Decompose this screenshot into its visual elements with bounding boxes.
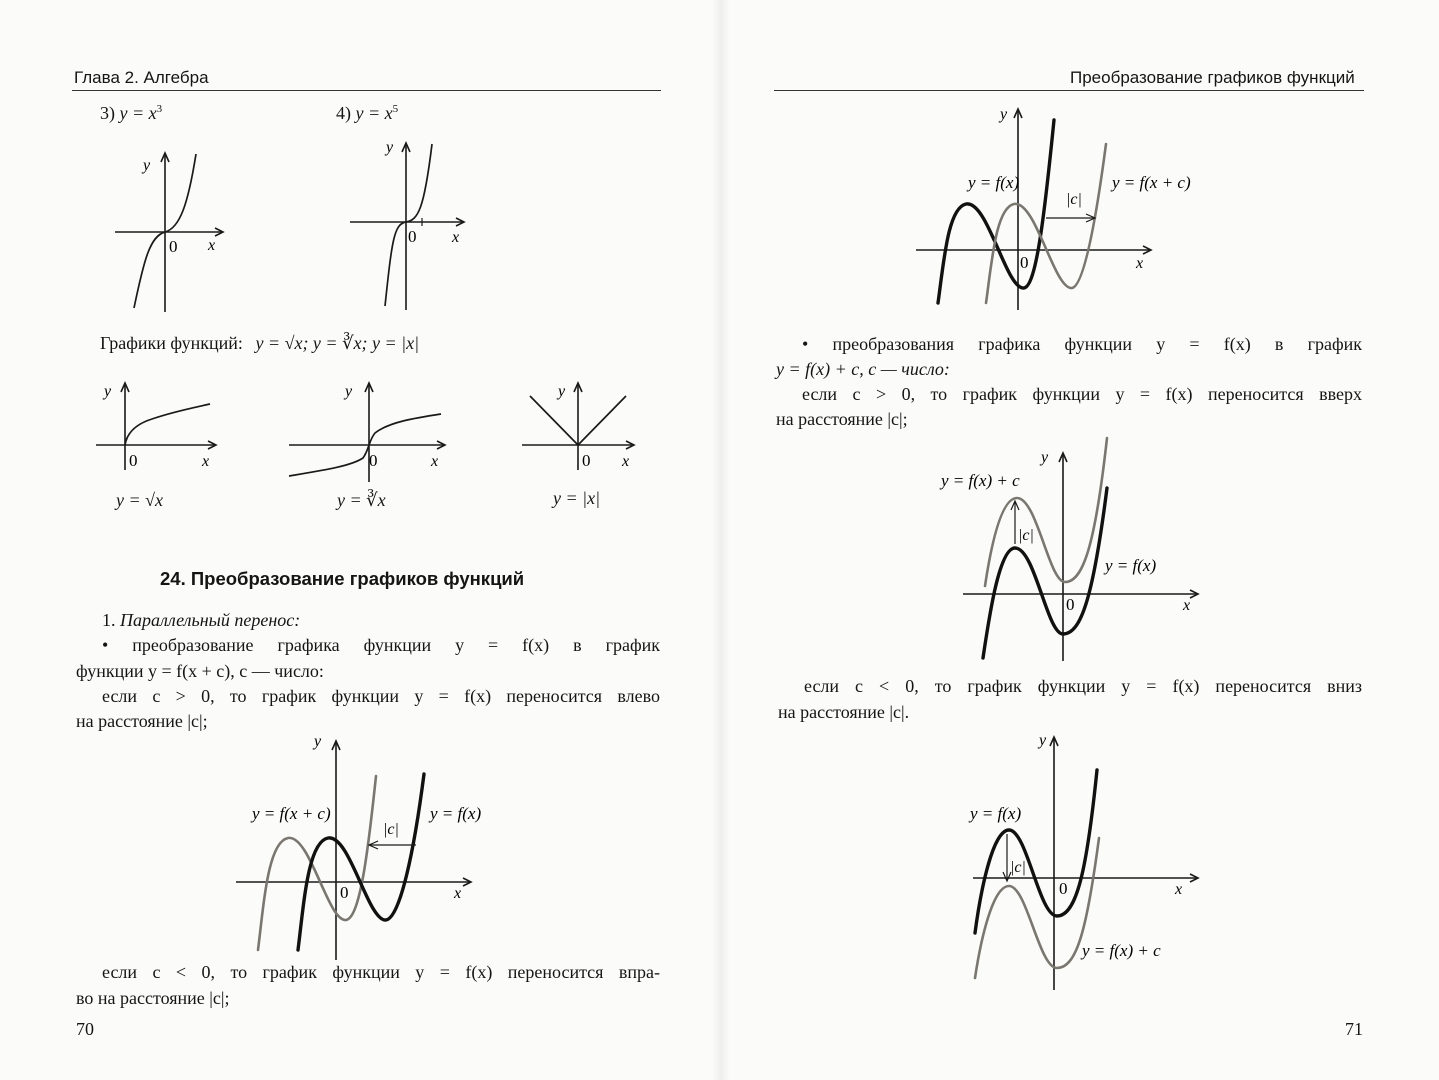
origin-label: 0 — [1020, 253, 1029, 272]
y-label: y — [143, 157, 151, 174]
cube-exp: 3 — [156, 103, 163, 115]
x-label: x — [1183, 597, 1191, 614]
cube-num: 3) — [100, 103, 115, 123]
original-label: y = f(x) — [970, 804, 1022, 823]
y-label: y — [1041, 449, 1049, 466]
c-label: |c| — [383, 821, 399, 838]
graph-abs — [518, 378, 643, 478]
graphs-formulas: y = √x; y = ∛x; y = |x| — [255, 333, 420, 353]
y-label: y — [345, 383, 353, 400]
graph-shift-left — [230, 732, 480, 962]
fifth-exp: 5 — [392, 103, 399, 115]
header-rule-right — [774, 90, 1364, 91]
r-p2-line1: если c > 0, то график функции y = f(x) переносится вверх — [802, 384, 1362, 404]
p3-line2: во на расстояние |c|; — [76, 988, 230, 1008]
y-label: y — [386, 139, 394, 156]
origin-label: 0 — [129, 451, 138, 470]
y-label: y — [558, 383, 566, 400]
x-label: x — [452, 229, 460, 246]
c-label: |c| — [1066, 191, 1082, 208]
origin-label: 0 — [582, 451, 591, 470]
y-label: y — [314, 733, 322, 750]
page-number-right: 71 — [1345, 1019, 1363, 1039]
graph-cube — [100, 140, 240, 320]
graph-cbrt — [285, 378, 450, 488]
original-curve — [975, 770, 1097, 933]
x-label: x — [202, 453, 210, 470]
item-1-title: Параллельный перенос: — [120, 610, 301, 630]
item-1-num: 1. — [102, 610, 116, 630]
header-rule-left — [72, 90, 661, 91]
c-label: |c| — [1018, 527, 1034, 544]
y-label: y — [104, 383, 112, 400]
r-p2-line2: на расстояние |c|; — [776, 409, 908, 429]
sqrt-curve — [125, 404, 210, 445]
x-label: x — [1175, 881, 1183, 898]
r-p3-line2: на расстояние |c|. — [778, 702, 910, 722]
r-p1-line1: • преобразования графика функции y = f(x) в график — [802, 334, 1362, 354]
abs-caption: y = |x| — [553, 488, 601, 508]
origin-label: 0 — [1059, 879, 1068, 898]
running-header-left: Глава 2. Алгебра — [74, 68, 209, 87]
cube-formula: y = x — [119, 103, 157, 123]
item-1-heading — [102, 610, 300, 631]
fifth-formula: y = x — [355, 103, 393, 123]
original-label: y = f(x) — [430, 804, 482, 823]
graphs-label: Графики функций: — [100, 333, 243, 353]
x-label: x — [431, 453, 439, 470]
cbrt-caption: y = ∛x — [337, 490, 386, 510]
original-curve — [938, 120, 1054, 303]
origin-label: 0 — [408, 227, 417, 246]
x-label: x — [454, 885, 462, 902]
r-p1-line2: y = f(x) + c, c — число: — [776, 359, 950, 379]
fifth-curve — [385, 144, 432, 306]
fifth-num: 4) — [336, 103, 351, 123]
x-label: x — [208, 237, 216, 254]
x-label: x — [1136, 255, 1144, 272]
p3-line1: если c < 0, то график функции y = f(x) переносится впра- — [102, 962, 660, 982]
origin-label: 0 — [169, 237, 178, 256]
shifted-curve — [258, 776, 376, 950]
graph-fifth — [342, 130, 482, 315]
graphs-heading — [100, 333, 419, 354]
section-title: 24. Преобразование графиков функций — [160, 568, 525, 589]
origin-label: 0 — [369, 451, 378, 470]
shifted-label: y = f(x + c) — [252, 804, 331, 823]
x-label: x — [622, 453, 630, 470]
graph-sqrt — [92, 378, 232, 478]
original-curve — [298, 774, 424, 950]
p1-line1: • преобразование графика функции y = f(x) в график — [102, 635, 660, 655]
c-label: |c| — [1010, 859, 1026, 876]
right-page — [720, 0, 1439, 1080]
shifted-curve — [975, 838, 1099, 978]
p2-line1: если c > 0, то график функции y = f(x) переносится влево — [102, 686, 660, 706]
graph-shift-down — [935, 728, 1205, 993]
y-label: y — [1000, 106, 1008, 123]
y-label: y — [1039, 732, 1047, 749]
fifth-heading — [336, 103, 398, 124]
p2-line2: на расстояние |c|; — [76, 711, 208, 731]
shifted-label: y = f(x) + c — [941, 471, 1020, 490]
original-label: y = f(x) — [968, 173, 1020, 192]
graph-shift-up — [935, 436, 1205, 666]
p1-line2: функции y = f(x + c), c — число: — [76, 661, 324, 681]
shifted-label: y = f(x + c) — [1112, 173, 1191, 192]
sqrt-caption: y = √x — [116, 490, 164, 510]
shifted-curve — [986, 144, 1106, 303]
page-number-left: 70 — [76, 1019, 94, 1039]
cube-heading — [100, 103, 162, 124]
origin-label: 0 — [340, 883, 349, 902]
shifted-label: y = f(x) + c — [1082, 941, 1161, 960]
r-p3-line1: если c < 0, то график функции y = f(x) переносится вниз — [804, 676, 1362, 696]
graph-shift-right — [910, 100, 1230, 320]
running-header-right: Преобразование графиков функций — [1070, 68, 1355, 87]
origin-label: 0 — [1066, 595, 1075, 614]
original-label: y = f(x) — [1105, 556, 1157, 575]
